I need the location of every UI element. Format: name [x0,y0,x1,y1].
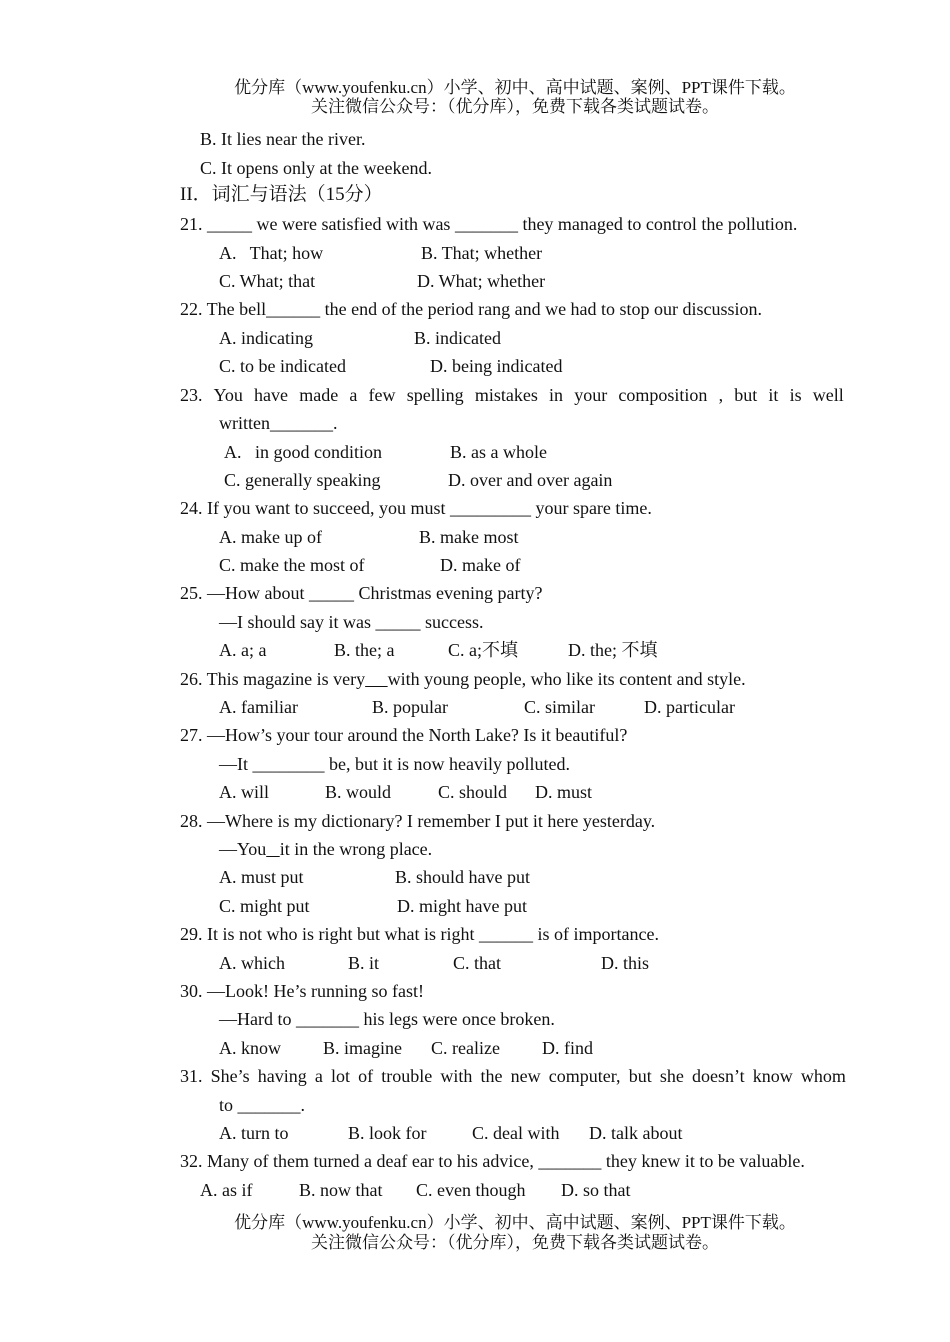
stem-word: whom [800,1066,846,1086]
question-21-option-d: D. What; whether [417,271,546,291]
question-23-stem [180,384,844,406]
question-31-option-d: D. talk about [589,1123,683,1143]
question-31-stem [180,1065,846,1087]
stem-word: but [734,385,758,405]
stem-word: doesn’t [691,1066,745,1086]
question-23-stem-continued: written_______. [219,413,338,433]
question-31-option-b: B. look for [348,1123,427,1143]
stem-word: , [718,385,724,405]
answer-blank [365,669,388,689]
question-24-option-a: A. make up of [219,527,322,547]
question-31-stem-continued: to _______. [219,1095,306,1115]
question-30-option-c: C. realize [431,1038,500,1058]
stem-word: your [574,385,608,405]
question-23-option-b: B. as a whole [450,442,547,462]
stem-part: with young people, who like its content and style. [387,669,746,689]
question-24-stem: 24. If you want to succeed, you must _________ your spare time. [180,498,652,518]
stem-word: well [812,385,844,405]
question-31-option-c: C. deal with [472,1123,560,1143]
question-30-stem: 30. —Look! He’s running so fast! [180,981,424,1001]
carryover-option-b: B. It lies near the river. [200,129,366,149]
question-21-option-c: C. What; that [219,271,316,291]
stem-word: having [257,1066,307,1086]
carryover-option-c: C. It opens only at the weekend. [200,158,432,178]
stem-word: She’s [210,1066,250,1086]
question-30-option-a: A. know [219,1038,281,1058]
question-32-option-a: A. as if [200,1180,253,1200]
header-line-2: 关注微信公众号：（优分库），免费下载各类试题试卷。 [311,97,719,116]
stem-word: she [659,1066,684,1086]
footer-line-2: 关注微信公众号：（优分库），免费下载各类试题试卷。 [311,1233,719,1252]
stem-word: the [480,1066,503,1086]
question-22-option-a: A. indicating [219,328,313,348]
question-32-option-d: D. so that [561,1180,631,1200]
question-21-option-a: A. That; how [219,243,324,263]
question-25-stem: 25. —How about _____ Christmas evening party? [180,583,543,603]
question-27-option-a: A. will [219,782,270,802]
stem-word: spelling [406,385,464,405]
question-21-stem: 21. _____ we were satisfied with was _______ they managed to control the pollution. [180,214,798,234]
stem-word: with [440,1066,473,1086]
question-29-stem: 29. It is not who is right but what is right ______ is of importance. [180,924,659,944]
question-26-option-c: C. similar [524,697,595,717]
question-32-option-c: C. even though [416,1180,526,1200]
stem-word: composition [618,385,708,405]
stem-word: a [314,1066,323,1086]
footer-line-1: 优分库（www.youfenku.cn）小学、初中、高中试题、案例、PPT课件下载。 [234,1213,796,1232]
question-23-option-a: A. in good condition [224,442,382,462]
stem-part: —You [219,839,267,859]
question-32-stem: 32. Many of them turned a deaf ear to his advice, _______ they knew it to be valuable. [180,1151,805,1171]
question-30-option-b: B. imagine [323,1038,402,1058]
question-25-option-c: C. a;不填 [448,640,518,660]
section-title: II．词汇与语法（15分） [180,184,383,205]
stem-part: it in the wrong place. [279,839,433,859]
question-27-option-c: C. should [438,782,508,802]
question-26-option-d: D. particular [644,697,735,717]
stem-word: know [752,1066,793,1086]
stem-word: a [349,385,358,405]
question-21-option-b: B. That; whether [421,243,543,263]
question-26-option-b: B. popular [372,697,448,717]
question-23-option-c: C. generally speaking [224,470,381,490]
stem-word: in [549,385,564,405]
question-24-option-b: B. make most [419,527,519,547]
question-28-stem-reply [219,838,432,860]
stem-word: it [768,385,779,405]
question-25-option-a: A. a; a [219,640,267,660]
question-24-option-c: C. make the most of [219,555,365,575]
question-26-option-a: A. familiar [219,697,298,717]
stem-word: but [628,1066,652,1086]
question-30-stem-reply: —Hard to _______ his legs were once broken. [219,1009,555,1029]
question-28-option-a: A. must put [219,867,304,887]
question-28-stem: 28. —Where is my dictionary? I remember I put it here yesterday. [180,811,656,831]
question-25-option-d: D. the; 不填 [568,640,658,660]
question-29-option-c: C. that [453,953,501,973]
question-27-option-b: B. would [325,782,392,802]
question-25-stem-reply: —I should say it was _____ success. [219,612,484,632]
stem-word: 31. [180,1066,203,1086]
question-23-option-d: D. over and over again [448,470,613,490]
stem-word: mistakes [474,385,538,405]
stem-word: have [254,385,289,405]
stem-word: is [789,385,802,405]
stem-part: 26. This magazine is very [180,669,366,689]
question-22-option-d: D. being indicated [430,356,563,376]
question-31-option-a: A. turn to [219,1123,289,1143]
question-32-option-b: B. now that [299,1180,383,1200]
question-25-option-b: B. the; a [334,640,395,660]
answer-blank [266,839,280,859]
stem-word: of [358,1066,374,1086]
question-27-option-d: D. must [535,782,593,802]
question-30-option-d: D. find [542,1038,593,1058]
question-28-option-d: D. might have put [397,896,527,916]
stem-word: computer, [548,1066,621,1086]
stem-word: new [510,1066,541,1086]
stem-word: 23. [180,385,203,405]
question-28-option-b: B. should have put [395,867,530,887]
question-29-option-a: A. which [219,953,285,973]
question-29-option-d: D. this [601,953,650,973]
question-22-stem: 22. The bell______ the end of the period rang and we had to stop our discussion. [180,299,763,319]
question-29-option-b: B. it [348,953,380,973]
stem-word: trouble [381,1066,433,1086]
stem-word: made [299,385,339,405]
stem-word: few [368,385,396,405]
question-24-option-d: D. make of [440,555,521,575]
question-27-stem-reply: —It ________ be, but it is now heavily polluted. [219,754,570,774]
question-27-stem: 27. —How’s your tour around the North Lake? Is it beautiful? [180,725,628,745]
stem-word: lot [331,1066,351,1086]
stem-word: You [213,385,243,405]
question-22-option-b: B. indicated [414,328,501,348]
header-line-1: 优分库（www.youfenku.cn）小学、初中、高中试题、案例、PPT课件下载。 [234,78,796,97]
question-22-option-c: C. to be indicated [219,356,346,376]
question-28-option-c: C. might put [219,896,310,916]
question-26-stem [180,668,746,690]
